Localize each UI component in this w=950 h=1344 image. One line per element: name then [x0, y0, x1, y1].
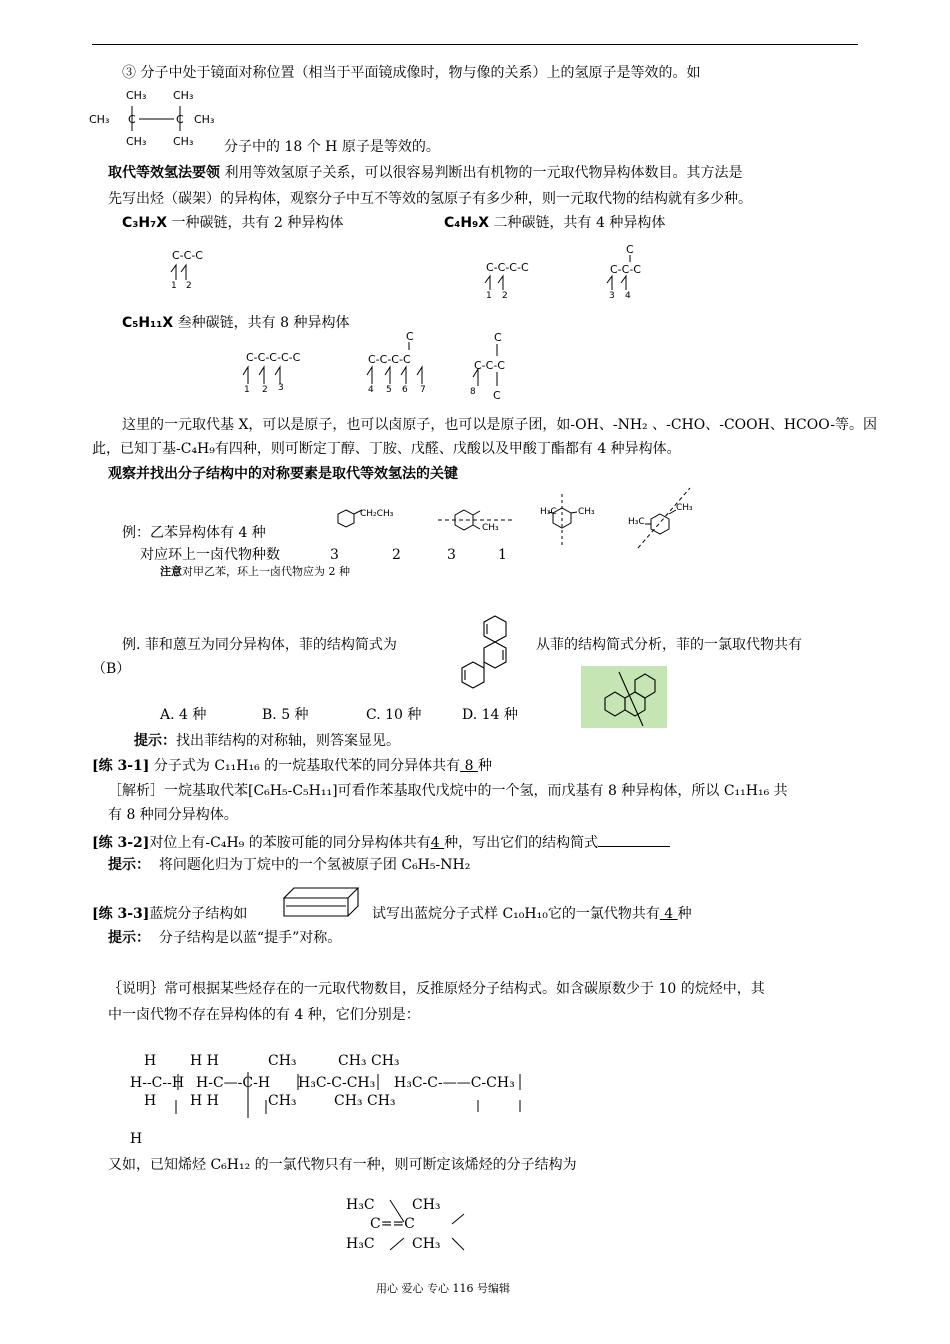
- neopentane-num-8: 8: [470, 387, 476, 397]
- hint-2-text: 将问题化归为丁烷中的一个氢被原子团 C₆H₅-NH₂: [158, 857, 471, 873]
- exercise-3-2-answer: 4: [430, 835, 445, 851]
- exercise-3-1-label: [练 3-1]: [92, 758, 150, 774]
- example1-title: 例：乙苯异构体有 4 种: [122, 525, 266, 541]
- example1-row-label: 对应环上一卤代物种数: [140, 547, 280, 563]
- methane-h-lower: H: [130, 1131, 143, 1147]
- analysis-text-2: 有 8 种同分异构体。: [108, 807, 238, 823]
- example1-count-1: 3: [330, 547, 339, 563]
- alkene-ch3-top: CH₃: [412, 1197, 441, 1213]
- isopentane-num-4: 4: [368, 385, 374, 395]
- c5-formula: C₅H₁₁X: [122, 315, 174, 331]
- option-d: D. 14 种: [462, 707, 518, 723]
- exercise-3-3-text-1: 蓝烷分子结构如: [149, 906, 248, 922]
- exercise-3-3-label: [练 3-3]: [92, 906, 150, 922]
- neopentane-top-c: C: [494, 331, 502, 344]
- ethane-mid: H-C—-C-H: [196, 1075, 271, 1091]
- note2-text-2: 中一卤代物不存在异构体的有 4 种，它们分别是：: [108, 1007, 420, 1023]
- xylene-m-h3c: H₃C: [540, 507, 557, 517]
- neooctane-ch3-top: CH₃ CH₃: [338, 1053, 400, 1069]
- ethylbenzene-ch2ch3: CH₂CH₃: [360, 509, 394, 519]
- c4-formula: C₄H₉X: [444, 215, 490, 231]
- note-text: 对甲乙苯，环上一卤代物应为 2 种: [182, 565, 350, 578]
- butane-skeleton: C-C-C-C: [486, 261, 529, 274]
- method-text-2: 先写出烃（碳架）的异构体，观察分子中互不等效的氢原子有多少种，则一元取代物的结构就有多少种。: [108, 191, 752, 207]
- hint-1-text: 找出菲结构的对称轴，则答案显见。: [176, 733, 400, 749]
- exercise-3-2-label: [练 3-2]: [92, 835, 150, 851]
- methane-h-bottom: H: [144, 1093, 157, 1109]
- isopentane-num-6: 6: [402, 385, 408, 395]
- neooctane-ch3-bottom: CH₃ CH₃: [334, 1093, 396, 1109]
- mirror-c-left: C: [128, 113, 136, 126]
- neopentane-mid: H₃C-C-CH₃: [298, 1075, 376, 1091]
- method-heading: 取代等效氢法要领: [108, 165, 220, 181]
- example2-text-2: 从菲的结构简式分析，菲的一氯取代物共有: [536, 637, 802, 653]
- xylene-p-ch3: CH₃: [676, 503, 693, 513]
- symmetry-heading: 观察并找出分子结构中的对称要素是取代等效氢法的关键: [108, 466, 458, 482]
- isobutane-skeleton: C-C-C: [610, 263, 641, 276]
- pentane-num-1: 1: [244, 385, 250, 395]
- exercise-3-2-text-2: 种，写出它们的结构简式: [444, 835, 599, 851]
- hint-2-label: 提示：: [108, 857, 150, 873]
- substituent-text-2: 此，已知丁基-C₄H₉有四种，则可断定丁醇、丁胺、戊醛、戊酸以及甲酸丁酯都有 4 种异构体。: [92, 441, 681, 457]
- xylene-o-ch3: CH₃: [482, 523, 499, 533]
- neopentane-skeleton: C-C-C: [474, 359, 505, 372]
- xylene-p-h3c: H₃C: [628, 517, 645, 527]
- isopentane-num-5: 5: [386, 385, 392, 395]
- isobutane-top-c: C: [626, 243, 634, 256]
- example2-answer: （B）: [92, 661, 131, 677]
- option-c: C. 10 种: [366, 707, 422, 723]
- ethane-hh-bottom: H H: [190, 1093, 219, 1109]
- option-b: B. 5 种: [262, 707, 309, 723]
- isopentane-num-7: 7: [420, 385, 426, 395]
- pentane-skeleton: C-C-C-C-C: [246, 351, 301, 364]
- exercise-3-1-unit: 种: [477, 758, 492, 774]
- substituent-text-1: 这里的一元取代基 X，可以是原子，也可以卤原子，也可以是原子团，如-OH、-NH₂ 、-CHO、-COOH、HCOO-等。因: [122, 417, 877, 433]
- propane-num-2: 2: [186, 281, 192, 291]
- methane-mid: H--C--H: [130, 1075, 185, 1091]
- note2-text-1: ｛说明｝常可根据某些烃存在的一元取代物数目，反推原烃分子结构式。如含碳原数少于 10 的烷烃中，其: [108, 981, 765, 997]
- neopentane-ch3-bottom: CH₃: [268, 1093, 297, 1109]
- example1-count-3: 3: [447, 547, 456, 563]
- hint-1-label: 提示：: [134, 733, 176, 749]
- exercise-3-1-text: 分子式为 C₁₁H₁₆ 的一烷基取代苯的同分异体共有: [153, 758, 461, 774]
- c4-desc: 二种碳链，共有 4 种异构体: [493, 215, 666, 231]
- alkene-center: C==C: [370, 1216, 415, 1232]
- methane-h-top: H: [144, 1053, 157, 1069]
- alkene-text: 又如，已知烯烃 C₆H₁₂ 的一氯代物只有一种，则可断定该烯烃的分子结构为: [108, 1157, 577, 1173]
- butane-num-1: 1: [486, 291, 492, 301]
- alkene-h3c-top: H₃C: [346, 1197, 375, 1213]
- paragraph-mirror: ③ 分子中处于镜面对称位置（相当于平面镜成像时，物与像的关系）上的氢原子是等效的。如: [122, 65, 701, 81]
- c3-formula: C₃H₇X: [122, 215, 168, 231]
- option-a: A. 4 种: [160, 707, 207, 723]
- propane-num-1: 1: [171, 281, 177, 291]
- xylene-m-ch3: CH₃: [578, 507, 595, 517]
- example1-count-4: 1: [498, 547, 507, 563]
- mirror-ch3-top-left: CH₃: [126, 89, 147, 102]
- hint-3-label: 提示：: [108, 930, 150, 946]
- isopentane-top-c: C: [406, 330, 414, 343]
- neooctane-mid: H₃C-C-——C-CH₃: [394, 1075, 515, 1091]
- neopentane-ch3-top: CH₃: [268, 1053, 297, 1069]
- isobutane-num-3: 3: [609, 291, 615, 301]
- mirror-ch3-bottom-left: CH₃: [126, 135, 147, 148]
- note-label: 注意: [160, 565, 182, 578]
- hint-3-text: 分子结构是以蓝“提手”对称。: [158, 930, 342, 946]
- example1-count-2: 2: [392, 547, 401, 563]
- example2-text-1: 例. 菲和蒽互为同分异构体，菲的结构简式为: [122, 637, 397, 653]
- exercise-3-1-answer: 8: [460, 758, 478, 774]
- mirror-ch3-right: CH₃: [194, 113, 215, 126]
- butane-num-2: 2: [502, 291, 508, 301]
- mirror-suffix: 分子中的 18 个 H 原子是等效的。: [224, 139, 440, 155]
- exercise-3-3-text-2: 试写出蓝烷分子式样 C₁₀H₁₀它的一氯代物共有: [372, 906, 660, 922]
- method-text-1: 利用等效氢原子关系，可以很容易判断出有机物的一元取代物异构体数目。其方法是: [224, 165, 743, 181]
- ethane-hh-top: H H: [190, 1053, 219, 1069]
- exercise-3-2-text: 对位上有-C₄H₉ 的苯胺可能的同分异构体共有: [149, 835, 431, 851]
- propane-skeleton: C-C-C: [172, 249, 203, 262]
- mirror-ch3-top-right: CH₃: [173, 89, 194, 102]
- isobutane-num-4: 4: [625, 291, 631, 301]
- alkene-h3c-bottom: H₃C: [346, 1236, 375, 1252]
- isopentane-skeleton: C-C-C-C: [368, 353, 411, 366]
- neopentane-bottom-c: C: [493, 389, 501, 402]
- page-footer: 用心 爱心 专心 116 号编辑: [376, 1282, 510, 1295]
- mirror-ch3-bottom-right: CH₃: [173, 135, 194, 148]
- exercise-3-3-unit: 种: [677, 906, 692, 922]
- c3-desc: 一种碳链，共有 2 种异构体: [171, 215, 344, 231]
- c5-desc: 叁种碳链，共有 8 种异构体: [177, 315, 350, 331]
- mirror-c-right: C: [176, 113, 184, 126]
- alkene-ch3-bottom: CH₃: [412, 1236, 441, 1252]
- exercise-3-3-answer: 4: [659, 906, 678, 922]
- mirror-ch3-left: CH₃: [89, 113, 110, 126]
- pentane-num-3: 3: [278, 383, 284, 393]
- pentane-num-2: 2: [262, 385, 268, 395]
- analysis-text-1: ［解析］一烷基取代苯[C₆H₅-C₅H₁₁]可看作苯基取代戊烷中的一个氢，而戊基有 8 种异构体，所以 C₁₁H₁₆ 共: [108, 783, 788, 799]
